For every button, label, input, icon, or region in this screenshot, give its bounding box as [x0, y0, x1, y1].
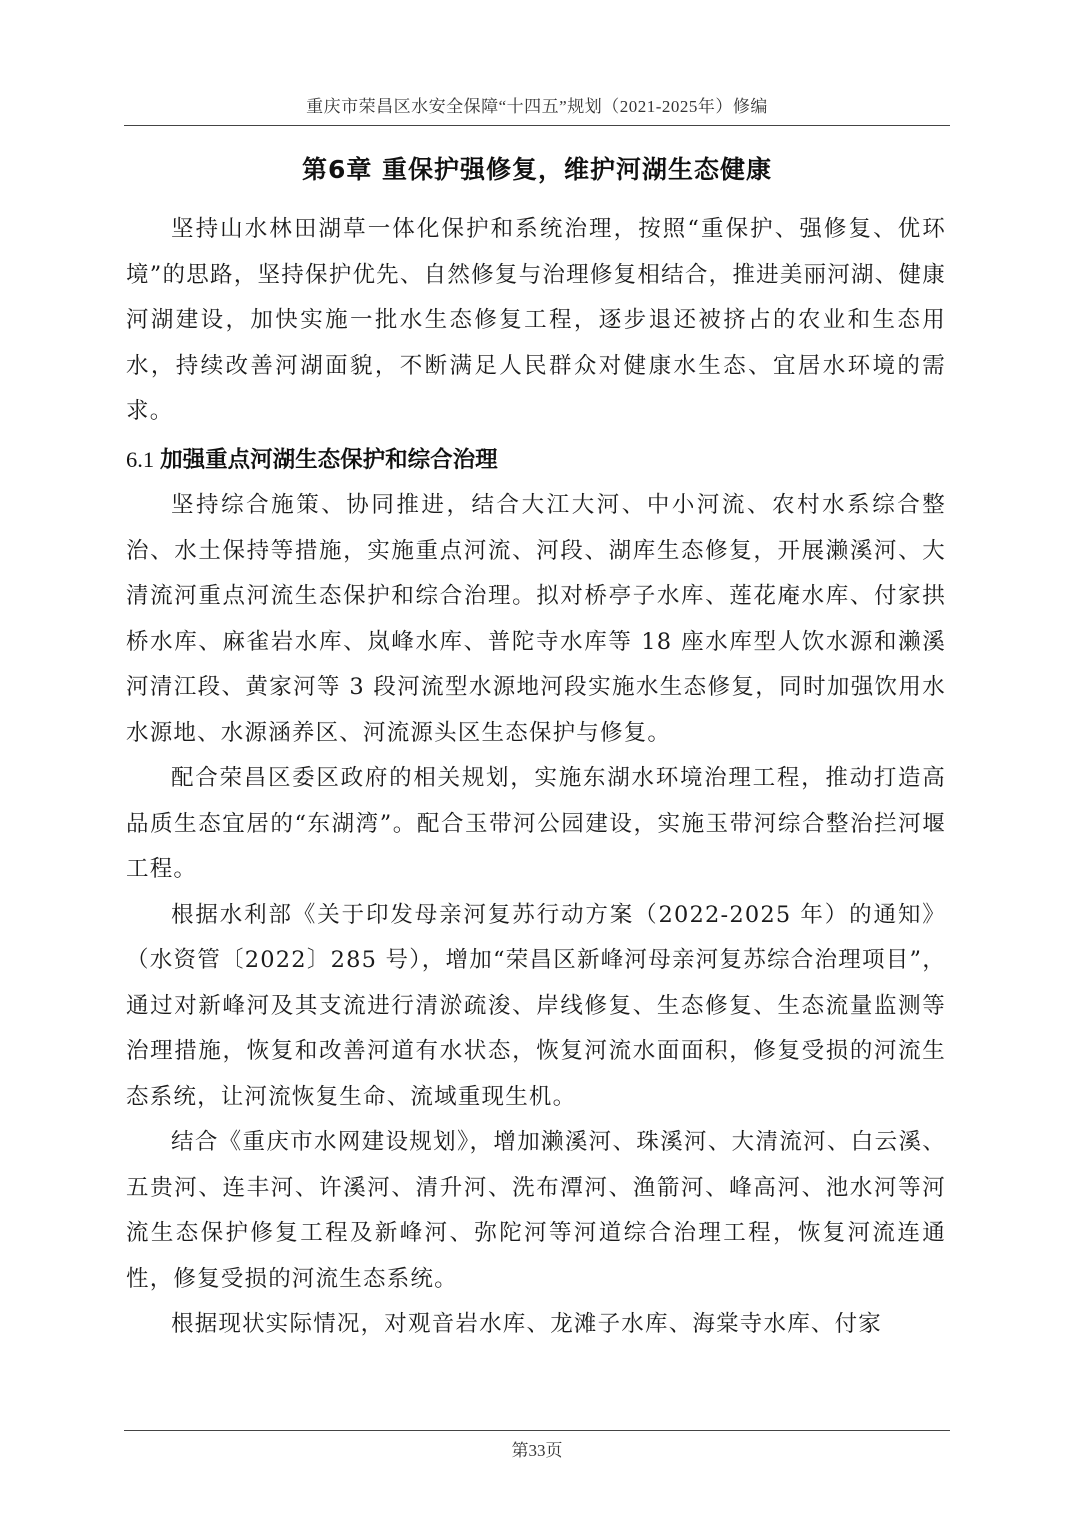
chapter-title: 第6章 重保护强修复，维护河湖生态健康: [301, 155, 773, 184]
body-paragraph: 根据现状实际情况，对观音岩水库、龙滩子水库、海棠寺水库、付家: [171, 1311, 883, 1337]
header-divider: [124, 125, 950, 126]
body-paragraph: 坚持综合施策、协同推进，结合大江大河、中小河流、农村水系综合整治、水土保持等措施，实施重点河流、河段、湖库生态修复，开展濑溪河、大清流河重点河流生态保护和综合治理。拟对桥亭子水库、莲花庵水库、付家拱桥水库、麻雀岩水库、岚峰水库、普陀寺水库等 18 座水库型人饮水源和濑溪河清江段、黄家河等 3 段河流型水源地河段实施水生态修复，同时加强饮用水水源地、水源涵养区、河流源头区生态保护与修复。: [126, 492, 946, 746]
section-title: 加强重点河湖生态保护和综合治理: [160, 446, 498, 473]
page-number: 第33页: [511, 1441, 563, 1460]
section-heading: [126, 437, 946, 484]
running-header: 重庆市荣昌区水安全保障“十四五”规划（2021-2025年）修编: [306, 97, 768, 116]
body-paragraph: 配合荣昌区委区政府的相关规划，实施东湖水环境治理工程，推动打造高品质生态宜居的“东湖湾”。配合玉带河公园建设，实施玉带河综合整治拦河堰工程。: [126, 765, 946, 882]
body-paragraph: 结合《重庆市水网建设规划》，增加濑溪河、珠溪河、大清流河、白云溪、五贵河、连丰河、许溪河、清升河、洗布潭河、渔箭河、峰高河、池水河等河流生态保护修复工程及新峰河、弥陀河等河道综合治理工程，恢复河流连通性，修复受损的河流生态系统。: [126, 1129, 946, 1292]
intro-paragraph: 坚持山水林田湖草一体化保护和系统治理，按照“重保护、强修复、优环境”的思路，坚持保护优先、自然修复与治理修复相结合，推进美丽河湖、健康河湖建设，加快实施一批水生态修复工程，逐步退还被挤占的农业和生态用水，持续改善河湖面貌，不断满足人民群众对健康水生态、宜居水环境的需求。: [126, 216, 946, 424]
footer-divider: [124, 1430, 950, 1431]
page-body: [126, 207, 946, 1348]
section-number: 6.1: [126, 446, 155, 472]
body-paragraph: 根据水利部《关于印发母亲河复苏行动方案（2022-2025 年）的通知》（水资管〔2022〕285 号），增加“荣昌区新峰河母亲河复苏综合治理项目”，通过对新峰河及其支流进行清淤疏浚、岸线修复、生态修复、生态流量监测等治理措施，恢复和改善河道有水状态，恢复河流水面面积，修复受损的河流生态系统，让河流恢复生命、流域重现生机。: [126, 901, 946, 1110]
